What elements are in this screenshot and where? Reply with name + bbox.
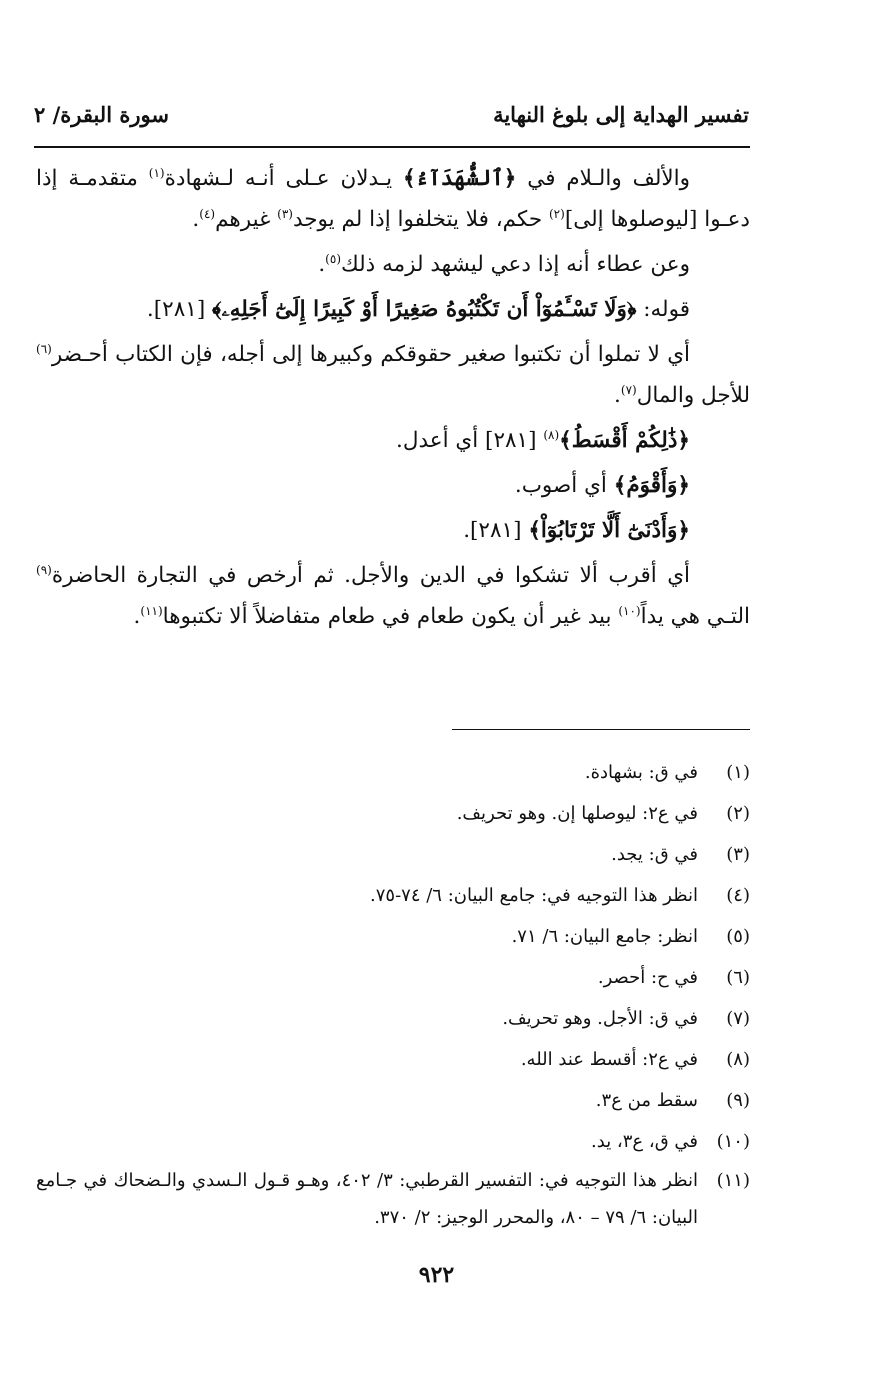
footnote-number: (٥)	[726, 926, 750, 947]
footnote-text: في ق، ع٣، يد.	[591, 1131, 698, 1152]
paragraph	[36, 510, 690, 551]
book-title: تفسير الهداية إلى بلوغ النهاية	[493, 102, 749, 127]
footnote-text: انظر: جامع البيان: ٦/ ٧١.	[511, 926, 698, 947]
footnote-item	[36, 998, 750, 1039]
surah-title: سورة البقرة/ ٢	[34, 102, 169, 127]
footnote-ref[interactable]: (٧)	[620, 382, 637, 397]
text-run: .	[614, 383, 621, 408]
footnote-text: في ق: يجد.	[611, 844, 698, 865]
footnote-text: انظر هذا التوجيه في: التفسير القرطبي: ٣/ ٤٠٢، وهـو قـول الـسدي والـضحاك في جـامع البيان: ٦/ ٧٩ – ٨٠، والمحرر الوجيز: ٢/ ٣٧٠.	[36, 1170, 698, 1228]
text-run: حكم، فلا يتخلفوا إذا لم يوجد	[292, 207, 549, 232]
paragraph	[36, 420, 690, 461]
footnote-ref[interactable]: (٥)	[325, 251, 341, 266]
footnote-number: (١٠)	[716, 1131, 750, 1152]
text-run: .	[133, 604, 141, 629]
text-run: متقدمـة إذا دعـوا [ليوصلوها إلى]	[36, 166, 750, 232]
footnote-text: في ح: أحصر.	[597, 967, 698, 988]
text-run: يـدلان عـلى أنـه لـشهادة	[164, 166, 404, 191]
footnote-item	[36, 834, 750, 875]
footnote-number: (٩)	[726, 1090, 750, 1111]
quran-quote: ﴿وَأَدْنَىٰٓ أَلَّا تَرْتَابُوٓاْ﴾	[528, 518, 690, 543]
text-run: قوله:	[636, 297, 690, 322]
quran-quote: ﴿ٱلشُّهَدَآءُ﴾	[403, 166, 517, 191]
text-run: والألف والـلام في	[516, 166, 690, 191]
main-text	[36, 158, 750, 637]
paragraph	[36, 334, 750, 416]
footnote-item	[36, 1039, 750, 1080]
footnotes-list	[36, 752, 750, 1236]
footnote-number: (٣)	[726, 844, 750, 865]
page-number: ٩٢٢	[418, 1262, 455, 1288]
footnote-ref[interactable]: (٨)	[543, 427, 560, 442]
footnote-text: في ع٢: أقسط عند الله.	[520, 1049, 698, 1070]
footnote-text: انظر هذا التوجيه في: جامع البيان: ٦/ ٧٤-٧٥.	[369, 885, 698, 906]
text-run: أي أقرب ألا تشكوا في الدين والأجل. ثم أرخص في التجارة الحاضرة	[51, 563, 690, 588]
text-run: بيد غير أن يكون طعام في طعام متفاضلاً ألا تكتبوها	[162, 604, 619, 629]
footnote-ref[interactable]: (٣)	[277, 206, 293, 221]
footnote-item	[36, 752, 750, 793]
quran-quote: ﴿وَلَا تَسْـَٔمُوٓاْ أَن تَكْتُبُوهُ صَغِيرًا أَوْ كَبِيرًا إِلَىٰٓ أَجَلِهِۦ﴾	[212, 297, 637, 322]
footnote-text: في ق: بشهادة.	[584, 762, 698, 783]
paragraph	[36, 555, 750, 637]
footnote-ref[interactable]: (٦)	[36, 341, 52, 356]
footnote-number: (٦)	[726, 967, 750, 988]
footnote-item	[36, 1080, 750, 1121]
paragraph	[36, 289, 750, 330]
footnote-number: (٢)	[726, 803, 750, 824]
text-run: غيرهم	[215, 207, 278, 232]
footnote-ref[interactable]: (١١)	[140, 603, 163, 618]
footnote-number: (٨)	[726, 1049, 750, 1070]
text-run: أي أصوب.	[514, 473, 614, 498]
header-rule	[34, 146, 750, 148]
footnote-item	[36, 875, 750, 916]
quran-quote: ﴿ذَٰلِكُمْ أَقْسَطُ﴾	[559, 428, 690, 453]
text-run: [٢٨١] أي أعدل.	[396, 428, 544, 453]
text-run: .	[192, 207, 200, 232]
footnote-number: (١)	[726, 762, 750, 783]
paragraph	[36, 244, 750, 285]
footnote-item	[36, 916, 750, 957]
paragraph	[36, 158, 750, 240]
footnote-text: في ق: الأجل. وهو تحريف.	[502, 1008, 698, 1029]
text-run: التـي هي يداً	[640, 604, 750, 629]
footnote-ref[interactable]: (٤)	[199, 206, 216, 221]
quran-quote: ﴿وَأَقْوَمُ﴾	[613, 473, 690, 498]
running-header	[34, 98, 749, 142]
footnote-number: (٤)	[726, 885, 750, 906]
footnote-ref[interactable]: (٢)	[548, 206, 565, 221]
verse-ref: [٢٨١].	[463, 518, 529, 543]
footnote-text: سقط من ع٣.	[595, 1090, 698, 1111]
footnote-item	[36, 793, 750, 834]
footnote-text: في ع٢: ليوصلها إن. وهو تحريف.	[456, 803, 698, 824]
footnote-separator	[452, 729, 750, 730]
text-run: للأجل والمال	[636, 383, 750, 408]
text-run: وعن عطاء أنه إذا دعي ليشهد لزمه ذلك	[341, 252, 690, 277]
footnote-ref[interactable]: (٩)	[36, 562, 52, 577]
footnote-number: (٧)	[726, 1008, 750, 1029]
footnote-item	[36, 1162, 750, 1236]
verse-ref: [٢٨١].	[146, 297, 213, 322]
footnote-item	[36, 957, 750, 998]
footnote-ref[interactable]: (١)	[148, 165, 165, 180]
footnote-ref[interactable]: (١٠)	[618, 603, 641, 618]
footnote-item	[36, 1121, 750, 1162]
text-run: .	[318, 252, 326, 277]
text-run: أي لا تملوا أن تكتبوا صغير حقوقكم وكبيرها إلى أجله، فإن الكتاب أحـضر	[51, 342, 690, 367]
paragraph	[36, 465, 690, 506]
footnote-number: (١١)	[716, 1170, 750, 1191]
